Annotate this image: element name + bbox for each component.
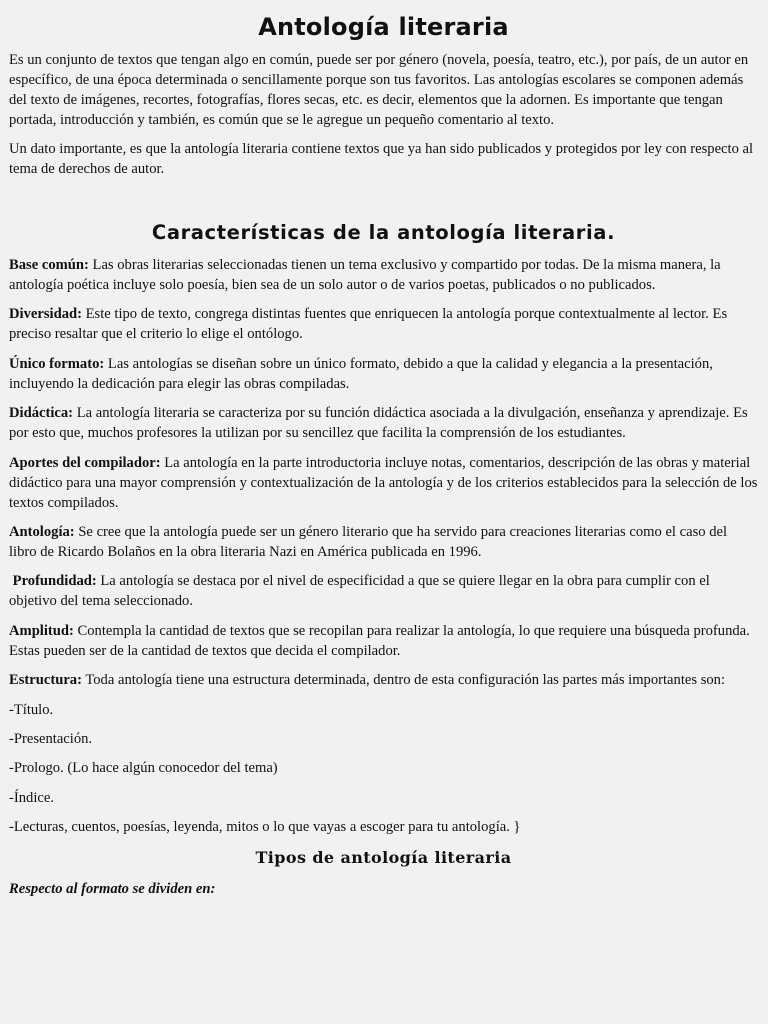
structure-item-titulo: -Título.	[9, 701, 54, 718]
characteristic-term: Base común:	[9, 257, 89, 273]
characteristic-amplitud	[9, 621, 758, 661]
characteristic-text: Contempla la cantidad de textos que se recopilan para realizar la antología, lo que requiere una búsqueda profunda. Estas pueden ser de la cantidad de textos que decida el compilador.	[9, 622, 750, 659]
characteristic-term: Didáctica:	[9, 405, 74, 422]
structure-item-prologo: -Prologo. (Lo hace algún conocedor del tema)	[9, 760, 278, 777]
characteristic-base-comun	[9, 255, 758, 295]
characteristic-text: Las obras literarias seleccionadas tienen un tema exclusivo y compartido por todas. De la misma manera, la antología poética incluye solo poesía, bien sea de un solo autor o de varios poetas, publicados o no publicados.	[9, 257, 721, 293]
characteristic-profundidad	[9, 571, 758, 611]
characteristic-unico-formato	[9, 354, 758, 394]
characteristic-term: Único formato:	[9, 355, 105, 372]
characteristics-heading: Características de la antología literaria.	[151, 221, 616, 244]
characteristic-antologia	[9, 522, 758, 562]
characteristic-term: Amplitud:	[9, 622, 74, 639]
characteristic-text: Toda antología tiene una estructura determinada, dentro de esta configuración las partes más importantes son:	[81, 672, 726, 689]
structure-item-presentacion: -Presentación.	[9, 730, 93, 747]
format-subheading: Respecto al formato se dividen en:	[9, 881, 216, 898]
types-heading: Tipos de antología literaria	[255, 848, 512, 868]
structure-item-indice: -Índice.	[9, 789, 54, 806]
characteristic-term: Estructura:	[9, 672, 82, 689]
intro-paragraph-2: Un dato importante, es que la antología literaria contiene textos que ya han sido publicados y protegidos por ley con respecto al tema de derechos de autor.	[9, 141, 754, 177]
characteristic-text: La antología literaria se caracteriza por su función didáctica asociada a la divulgación, enseñanza y aprendizaje. Es por esto que, muchos profesores la utilizan por su sencillez que facilita la comprensión de los estudiantes.	[9, 405, 748, 442]
characteristic-diversidad	[9, 304, 758, 344]
characteristic-estructura	[9, 670, 758, 690]
document-title: Antología literaria	[258, 13, 509, 41]
characteristic-didactica	[9, 403, 758, 443]
characteristic-term: Antología:	[9, 523, 75, 540]
characteristic-text: Este tipo de texto, congrega distintas fuentes que enriquecen la antología porque contextualmente al lector. Es preciso resaltar que el criterio lo elige el ontólogo.	[9, 306, 728, 343]
characteristic-term: Diversidad:	[9, 306, 82, 323]
characteristic-text: La antología en la parte introductoria incluye notas, comentarios, descripción de las obras y material didáctico para una mayor comprensión y contextualización de la antología y de los criterios establecidos para la selección de los textos compilados.	[9, 454, 758, 511]
characteristic-term: Profundidad:	[9, 573, 97, 590]
characteristic-aportes-compilador	[9, 453, 758, 513]
intro-paragraph-1: Es un conjunto de textos que tengan algo en común, puede ser por género (novela, poesía, teatro, etc.), por país, de un autor en específico, de una época determinada o sencillamente porque son tus favoritos. Las antologías escolares se componen además del texto de imágenes, recortes, fotografías, flores secas, etc. es decir, elementos que la adornen. Es importante que tengan portada, introducción y también, es común que se le agregue un pequeño comentario al texto.	[9, 52, 749, 128]
characteristic-text: Se cree que la antología puede ser un género literario que ha servido para creaciones literarias como el caso del libro de Ricardo Bolaños en la obra literaria Nazi en América publicada en 1996.	[9, 523, 728, 560]
characteristic-text: La antología se destaca por el nivel de especificidad a que se quiere llegar en la obra para cumplir con el objetivo del tema seleccionado.	[9, 573, 710, 610]
characteristic-term: Aportes del compilador:	[9, 454, 161, 471]
characteristic-text: Las antologías se diseñan sobre un único formato, debido a que la calidad y elegancia a la presentación, incluyendo la dedicación para elegir las obras compiladas.	[9, 355, 713, 392]
characteristics-list	[9, 255, 758, 837]
structure-item-lecturas: -Lecturas, cuentos, poesías, leyenda, mitos o lo que vayas a escoger para tu antología. }	[9, 819, 521, 836]
